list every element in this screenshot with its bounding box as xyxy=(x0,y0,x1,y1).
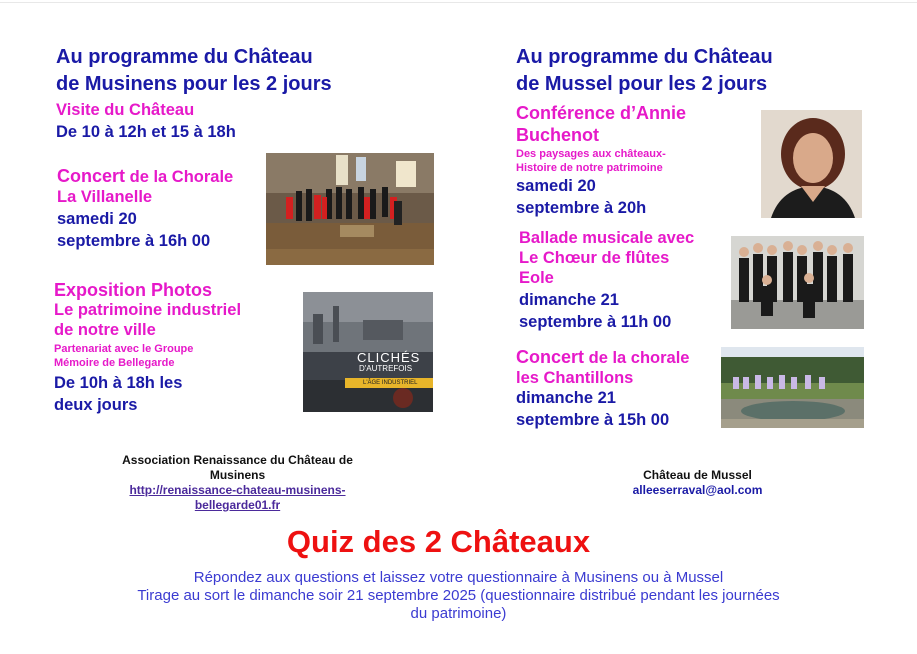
right-concert-block xyxy=(516,347,726,431)
right-conf-line1: Conférence d’Annie xyxy=(516,103,687,123)
left-expo-hours2: deux jours xyxy=(54,395,138,414)
flutes-photo xyxy=(731,236,864,329)
association-url-line1[interactable]: http://renaissance-chateau-musinens- xyxy=(129,483,346,497)
book-band: L'ÂGE INDUSTRIEL xyxy=(345,378,433,388)
left-expo-hours1: De 10h à 18h les xyxy=(54,374,183,392)
right-concert-word: Concert xyxy=(516,347,585,367)
right-conf-sub1: Des paysages aux châteaux- xyxy=(516,148,666,160)
quiz-text xyxy=(40,569,877,623)
left-visite: Visite du Château xyxy=(56,101,195,119)
mussel-contact-block xyxy=(600,468,795,498)
left-expo-title: Exposition Photos xyxy=(54,280,213,300)
chantillons-photo xyxy=(721,347,864,428)
left-concert-name: La Villanelle xyxy=(57,188,153,206)
left-expo-sub1: Le patrimoine industriel xyxy=(54,301,242,319)
left-heading xyxy=(56,44,456,98)
right-conf-line2: Buchenot xyxy=(516,125,599,145)
right-conf-date1: samedi 20 xyxy=(516,177,596,195)
chorale-photo xyxy=(266,153,434,265)
left-expo-part2: Mémoire de Bellegarde xyxy=(54,357,175,369)
book-title: CLICHÉS xyxy=(357,350,421,365)
right-concert-name: les Chantillons xyxy=(516,369,634,387)
left-heading-line2: de Musinens pour les 2 jours xyxy=(56,73,332,95)
association-name-line2: Musinens xyxy=(209,468,266,482)
right-ballade-line1: Ballade musicale avec xyxy=(519,229,695,247)
left-concert-block xyxy=(57,166,262,252)
association-name-line1: Association Renaissance du Château de xyxy=(122,453,353,467)
left-expo-part1: Partenariat avec le Groupe xyxy=(54,343,194,355)
quiz-line3: du patrimoine) xyxy=(410,605,507,622)
right-concert-date2: septembre à 15h 00 xyxy=(516,410,670,429)
right-ballade-date2: septembre à 11h 00 xyxy=(519,312,672,331)
left-concert-word: Concert xyxy=(57,166,126,186)
chorale-photo-art xyxy=(266,153,434,265)
book-subtitle: D'AUTREFOIS xyxy=(359,364,413,373)
left-heading-line1: Au programme du Château xyxy=(56,46,313,68)
speaker-portrait xyxy=(761,110,862,218)
chantillons-photo-art xyxy=(721,347,864,428)
left-expo-sub2: de notre ville xyxy=(54,321,156,339)
left-concert-rest: de la Chorale xyxy=(129,168,234,186)
flutes-photo-art xyxy=(731,236,864,329)
left-horaires: De 10 à 12h et 15 à 18h xyxy=(56,123,236,141)
right-ballade-line3: Eole xyxy=(519,269,554,287)
mussel-email[interactable]: alleeserraval@aol.com xyxy=(632,483,763,497)
left-concert-date1: samedi 20 xyxy=(57,210,137,228)
right-concert-rest: de la chorale xyxy=(588,349,690,367)
right-ballade-block xyxy=(519,228,729,333)
right-ballade-date1: dimanche 21 xyxy=(519,291,619,309)
association-url-line2[interactable]: bellegarde01.fr xyxy=(194,498,281,512)
right-ballade-line2: Le Chœur de flûtes xyxy=(519,249,670,267)
speaker-portrait-art xyxy=(761,110,862,218)
right-heading xyxy=(516,44,896,98)
right-conf-sub2: Histoire de notre patrimoine xyxy=(516,162,663,174)
association-block xyxy=(100,453,375,513)
right-heading-line2: de Mussel pour les 2 jours xyxy=(516,73,768,95)
quiz-line2: Tirage au sort le dimanche soir 21 septembre 2025 (questionnaire distribué pendant les journées xyxy=(137,587,780,604)
right-conf-block xyxy=(516,102,756,219)
mussel-name: Château de Mussel xyxy=(643,468,752,482)
top-border xyxy=(0,2,917,3)
right-heading-line1: Au programme du Château xyxy=(516,46,773,68)
quiz-line1: Répondez aux questions et laissez votre questionnaire à Musinens ou à Mussel xyxy=(193,569,724,586)
right-conf-date2: septembre à 20h xyxy=(516,198,647,217)
right-concert-date1: dimanche 21 xyxy=(516,389,616,407)
quiz-title: Quiz des 2 Châteaux xyxy=(286,524,591,559)
book-cover xyxy=(303,292,433,412)
left-expo-block xyxy=(54,280,299,416)
left-concert-date2: septembre à 16h 00 xyxy=(57,231,211,250)
